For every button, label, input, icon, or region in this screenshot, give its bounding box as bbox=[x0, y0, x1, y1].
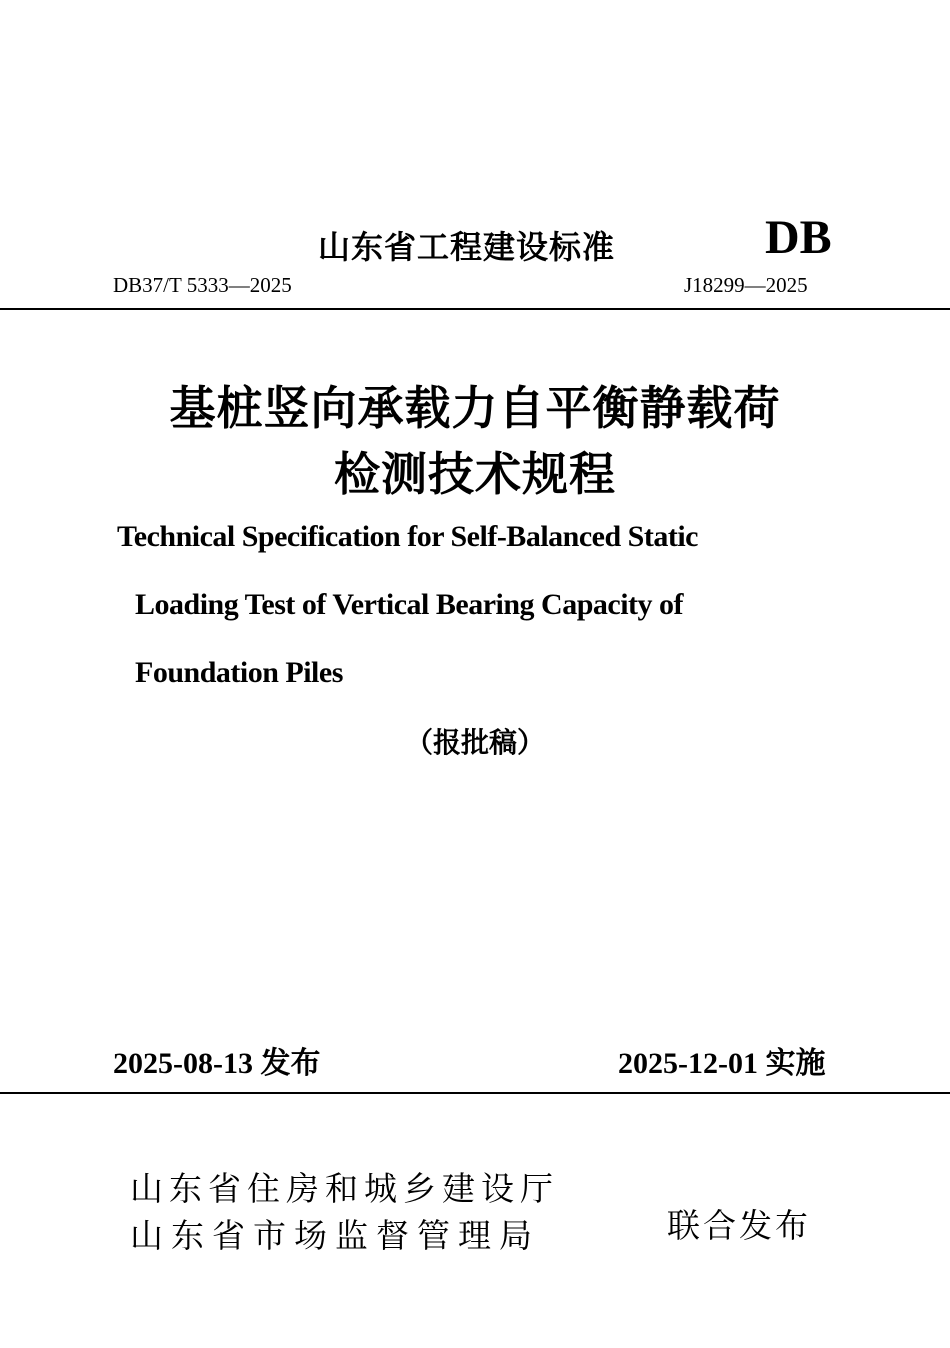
effective-date: 2025-12-01 实施 bbox=[618, 1047, 826, 1080]
top-divider bbox=[0, 308, 950, 310]
record-number: J18299—2025 bbox=[684, 273, 808, 297]
issuer-housing-department: 山东省住房和城乡建设厅 bbox=[130, 1169, 559, 1208]
title-english-line-2: Loading Test of Vertical Bearing Capacity of bbox=[135, 588, 684, 621]
title-chinese-line-2: 检测技术规程 bbox=[334, 447, 616, 501]
db-mark: DB bbox=[765, 211, 832, 264]
issue-date: 2025-08-13 发布 bbox=[113, 1047, 321, 1080]
title-english-line-3: Foundation Piles bbox=[135, 656, 343, 689]
standard-code: DB37/T 5333—2025 bbox=[113, 273, 292, 297]
draft-status: （报批稿） bbox=[404, 726, 545, 759]
standard-category-title: 山东省工程建设标准 bbox=[318, 228, 616, 266]
bottom-divider bbox=[0, 1092, 950, 1094]
title-english-line-1: Technical Specification for Self-Balanced Static bbox=[117, 520, 698, 553]
joint-release-label: 联合发布 bbox=[667, 1206, 811, 1245]
title-chinese-line-1: 基桩竖向承载力自平衡静载荷 bbox=[169, 381, 781, 435]
issuer-market-regulation-bureau: 山东省市场监督管理局 bbox=[130, 1216, 540, 1255]
